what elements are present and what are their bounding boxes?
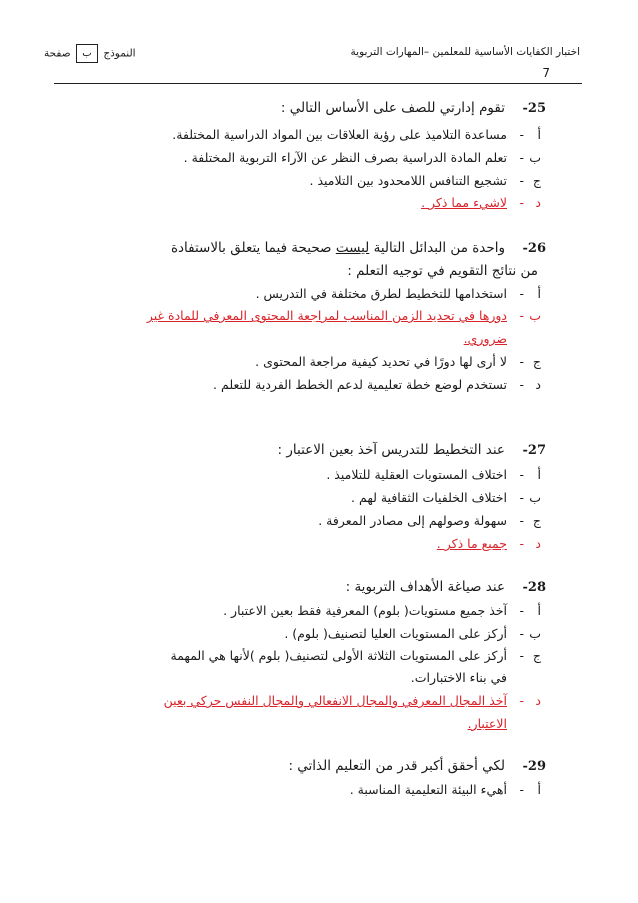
option-row-correct — [81, 536, 541, 554]
question-number: 29- — [522, 759, 546, 774]
question-stem-line2: من نتائج التقويم في توجيه التعلم : — [347, 263, 538, 279]
option-row — [81, 513, 541, 531]
option-letter: ج — [532, 173, 541, 188]
option-row — [81, 603, 541, 621]
option-letter: ج — [532, 648, 541, 663]
option-letter: أ — [537, 127, 541, 142]
question-stem: تقوم إدارتي للصف على الأساس التالي : — [280, 100, 505, 116]
option-text: آخذ جميع مستويات( بلوم) المعرفية فقط بعين الاعتبار . — [223, 603, 507, 618]
page-number: 7 — [542, 66, 550, 80]
option-dash: - — [519, 377, 524, 392]
option-dash: - — [519, 173, 524, 188]
option-text: اختلاف الخلفيات الثقافية لهم . — [351, 490, 507, 505]
option-letter: ج — [532, 513, 541, 528]
header-divider — [54, 83, 582, 84]
option-letter: د — [535, 377, 541, 392]
option-row — [81, 127, 541, 145]
option-dash: - — [519, 195, 524, 210]
question-stem — [171, 240, 505, 256]
question-number: 27- — [522, 443, 546, 458]
model-label: النموذج — [103, 47, 136, 60]
option-row — [81, 626, 541, 644]
option-text-correct: دورها في تحديد الزمن المناسب لمراجعة المحتوى المعرفي للمادة غير — [146, 308, 507, 323]
question-stem: لكي أحقق أكبر قدر من التعليم الذاتي : — [288, 758, 505, 774]
option-text: أركز على المستويات الثلاثة الأولى لتصنيف( بلوم )لأنها هي المهمة — [170, 648, 507, 663]
option-dash: - — [519, 513, 524, 528]
option-text: أهيء البيئة التعليمية المناسبة . — [349, 782, 507, 797]
option-text-correct: لاشيء مما ذكر . — [421, 195, 507, 210]
option-row-correct — [6, 308, 541, 326]
model-box: ب — [76, 44, 98, 63]
option-dash: - — [519, 286, 524, 301]
option-letter: ب — [529, 626, 541, 641]
option-letter: د — [535, 693, 541, 708]
option-letter: د — [535, 536, 541, 551]
option-text: مساعدة التلاميذ على رؤية العلاقات بين المواد الدراسية المختلفة. — [172, 127, 507, 142]
option-text-correct: آخذ المجال المعرفي والمجال الانفعالي والمجال النفس حركي بعين — [163, 693, 507, 708]
option-letter: أ — [537, 286, 541, 301]
question-number: 28- — [522, 580, 546, 595]
option-dash: - — [519, 308, 524, 323]
option-dash: - — [519, 490, 524, 505]
option-dash: - — [519, 603, 524, 618]
question-stem: عند صياغة الأهداف التربوية : — [345, 579, 505, 595]
option-dash: - — [519, 354, 524, 369]
model-indicator — [44, 44, 136, 63]
option-text: سهولة وصولهم إلى مصادر المعرفة . — [318, 513, 507, 528]
option-dash: - — [519, 648, 524, 663]
option-letter: ب — [529, 490, 541, 505]
option-letter: ب — [529, 150, 541, 165]
header-title: اختبار الكفايات الأساسية للمعلمين –المهارات التربوية — [350, 46, 580, 58]
option-dash: - — [519, 467, 524, 482]
option-row — [51, 286, 541, 304]
option-letter: د — [535, 195, 541, 210]
option-letter: ج — [532, 354, 541, 369]
option-row — [81, 150, 541, 168]
option-row — [61, 648, 541, 666]
option-text: تستخدم لوضع خطة تعليمية لدعم الخطط الفردية للتعلم . — [213, 377, 507, 392]
question-number: 25- — [522, 101, 546, 116]
option-row-correct — [81, 195, 541, 213]
option-dash: - — [519, 536, 524, 551]
option-dash: - — [519, 693, 524, 708]
option-dash: - — [519, 150, 524, 165]
option-row — [81, 490, 541, 508]
option-dash: - — [519, 626, 524, 641]
option-text: اختلاف المستويات العقلية للتلاميذ . — [326, 467, 507, 482]
option-row — [51, 354, 541, 372]
option-text-continued: في بناء الاختبارات. — [410, 670, 507, 685]
option-text: أركز على المستويات العليا لتصنيف( بلوم) . — [284, 626, 507, 641]
option-row — [81, 467, 541, 485]
stem-negation: ليست — [335, 240, 370, 256]
option-text: استخدامها للتخطيط لطرق مختلفة في التدريس . — [255, 286, 507, 301]
question-stem: عند التخطيط للتدريس آخذ بعين الاعتبار : — [277, 442, 505, 458]
question-number: 26- — [522, 241, 546, 256]
page-label: صفحة — [44, 47, 71, 60]
stem-part: واحدة من البدائل التالية — [373, 240, 505, 256]
option-dash: - — [519, 782, 524, 797]
option-text: تعلم المادة الدراسية بصرف النظر عن الآراء التربوية المختلفة . — [183, 150, 507, 165]
option-row — [81, 173, 541, 191]
option-row — [51, 377, 541, 395]
stem-part: صحيحة فيما يتعلق بالاستفادة — [170, 240, 332, 256]
option-row — [81, 782, 541, 800]
option-letter: أ — [537, 603, 541, 618]
option-text-correct: جميع ما ذكر . — [436, 536, 507, 551]
option-text-continued: الاعتبار. — [467, 716, 507, 731]
option-dash: - — [519, 127, 524, 142]
option-text: لا أرى لها دورًا في تحديد كيفية مراجعة المحتوى . — [255, 354, 507, 369]
option-text: تشجيع التنافس اللامحدود بين التلاميذ . — [309, 173, 507, 188]
option-letter: أ — [537, 467, 541, 482]
option-text-continued: ضروري. — [463, 331, 507, 346]
option-letter: أ — [537, 782, 541, 797]
option-letter: ب — [529, 308, 541, 323]
option-row-correct — [41, 693, 541, 711]
